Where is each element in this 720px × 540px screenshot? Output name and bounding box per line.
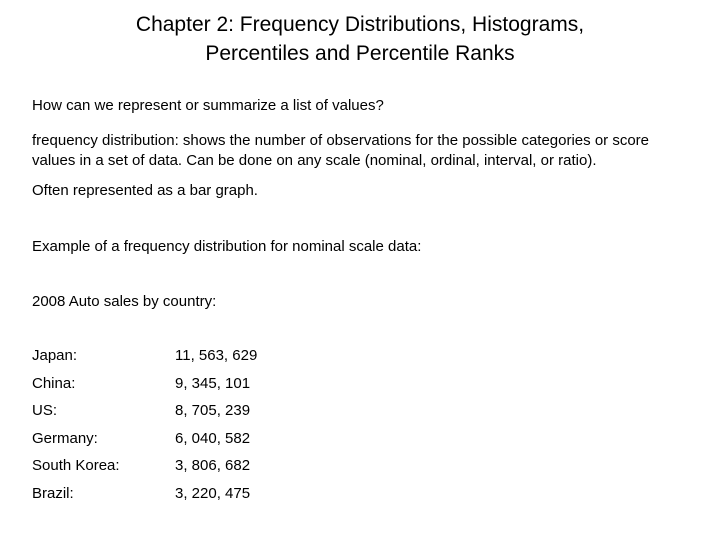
example-intro: Example of a frequency distribution for nominal scale data:	[32, 238, 422, 255]
country-label: South Korea:	[32, 457, 120, 474]
definition-term: frequency distribution	[32, 132, 175, 149]
sales-value: 9, 345, 101	[175, 374, 251, 392]
sales-value: 11, 563, 629	[175, 347, 258, 364]
sales-table-title: 2008 Auto sales by country:	[32, 293, 217, 310]
definition-line-1	[32, 131, 720, 151]
country-label: China:	[32, 374, 76, 392]
country-label: Brazil:	[32, 484, 74, 502]
country-label: US:	[32, 402, 58, 419]
title-line-2: Percentiles and Percentile Ranks	[205, 42, 515, 65]
question-text: How can we represent or summarize a list of values?	[32, 97, 384, 114]
sales-value: 8, 705, 239	[175, 402, 251, 419]
bar-graph-note: Often represented as a bar graph.	[32, 182, 258, 199]
definition-line-1-rest: : shows the number of observations for the possible categories or score	[174, 132, 650, 149]
title-line-1: Chapter 2: Frequency Distributions, Histograms,	[135, 13, 585, 36]
country-label: Germany:	[32, 429, 98, 447]
sales-value: 3, 806, 682	[175, 457, 251, 474]
definition-paragraph	[32, 131, 720, 171]
country-label: Japan:	[32, 347, 78, 364]
sales-value: 3, 220, 475	[175, 484, 251, 502]
definition-line-2: values in a set of data. Can be done on any scale (nominal, ordinal, interval, or ratio).	[32, 152, 597, 169]
slide-title	[0, 10, 720, 68]
sales-value: 6, 040, 582	[175, 429, 251, 447]
